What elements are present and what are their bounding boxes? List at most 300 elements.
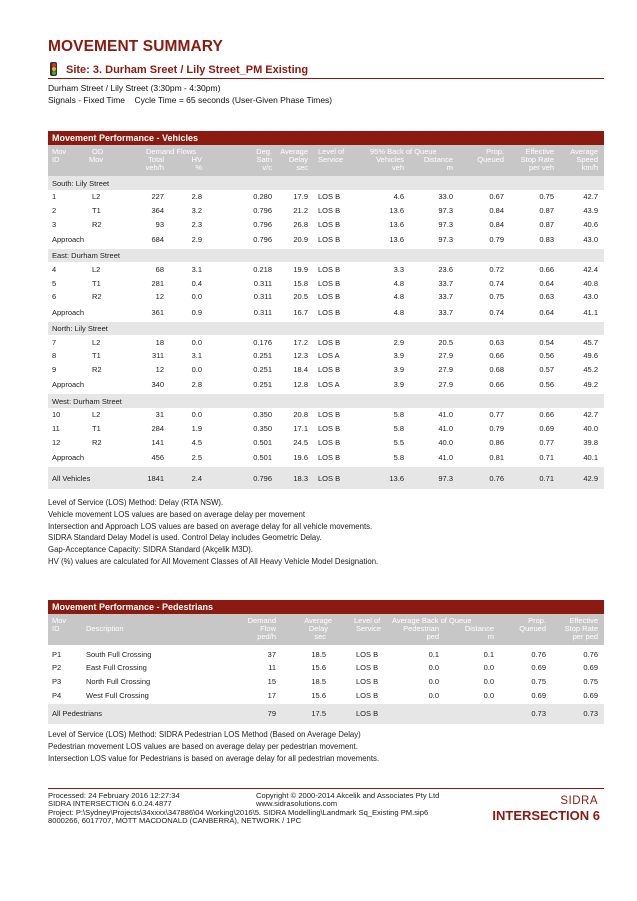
table-row <box>48 661 604 675</box>
queue-veh: 13.6 <box>389 474 404 483</box>
avg-delay: 20.5 <box>293 292 308 302</box>
prop-queued: 0.77 <box>489 410 504 420</box>
avg-delay: 17.9 <box>293 192 308 202</box>
queue-dist: 97.3 <box>438 219 453 229</box>
approach-row <box>48 449 604 467</box>
stop-rate: 0.64 <box>539 278 554 288</box>
deg-satn: 0.350 <box>253 424 272 434</box>
hv-pct: 3.2 <box>191 205 202 215</box>
stop-rate: 0.87 <box>539 219 554 229</box>
od-mov: L2 <box>92 264 101 274</box>
queue-veh: 3.9 <box>393 351 404 361</box>
avg-speed: 43.9 <box>583 205 598 215</box>
deg-satn: 0.501 <box>253 437 272 447</box>
stop-rate: 0.73 <box>583 708 598 718</box>
mov-id: 9 <box>52 365 57 375</box>
subtitle-signals: Signals - Fixed Time Cycle Time = 65 seconds (User-Given Phase Times) <box>48 95 333 105</box>
table-row <box>48 422 604 436</box>
los: LOS B <box>356 649 379 659</box>
hdr-deg: Deg. <box>256 147 272 156</box>
od-mov: T1 <box>92 205 101 215</box>
avg-delay: 18.5 <box>311 649 326 659</box>
ped-hdr-service: Service <box>356 624 382 633</box>
stop-rate: 0.69 <box>583 663 598 673</box>
stop-rate: 0.76 <box>583 649 598 659</box>
hv-pct: 2.4 <box>191 474 202 483</box>
table-row <box>48 408 604 422</box>
hdr-queued: Queued <box>477 155 504 164</box>
hv-pct: 0.0 <box>191 365 202 375</box>
los: LOS B <box>318 205 341 215</box>
queue-veh: 4.6 <box>393 192 404 202</box>
hdr-back-of-queue: 95% Back of Queue <box>370 147 437 156</box>
ped-hdr-sec: sec <box>314 632 326 641</box>
stop-rate: 0.83 <box>539 234 554 244</box>
queue-dist: 97.3 <box>438 234 453 244</box>
mov-id: 12 <box>52 437 61 447</box>
hdr-total: Total <box>148 155 164 164</box>
los: LOS A <box>318 380 340 390</box>
traffic-light-icon <box>50 62 57 76</box>
hv-pct: 2.8 <box>191 380 202 390</box>
queue-dist: 0.0 <box>483 690 494 700</box>
queue-veh: 5.5 <box>393 437 404 447</box>
vehicles-panel <box>48 131 604 489</box>
od-mov: L2 <box>92 337 101 347</box>
deg-satn: 0.796 <box>253 234 272 244</box>
hdr-demand-flows: Demand Flows <box>146 147 197 156</box>
ped-hdr-ped: ped <box>426 632 439 641</box>
mov-id: 7 <box>52 337 57 347</box>
table-row <box>48 262 604 276</box>
los: LOS B <box>318 192 341 202</box>
deg-satn: 0.251 <box>253 365 272 375</box>
avg-speed: 40.6 <box>583 219 598 229</box>
group-name: North: Lily Street <box>52 324 108 333</box>
avg-speed: 42.7 <box>583 410 598 420</box>
hv-pct: 3.1 <box>191 351 202 361</box>
hdr-stop-rate: Stop Rate <box>520 155 554 164</box>
ped-hdr-mov: Mov <box>52 616 67 625</box>
hdr-veh: veh <box>391 163 404 172</box>
hv-pct: 3.1 <box>191 264 202 274</box>
avg-speed: 43.0 <box>583 292 598 302</box>
table-row <box>48 674 604 688</box>
vehicles-table <box>48 176 604 489</box>
total-flow: 311 <box>152 351 164 361</box>
total-flow: 1841 <box>147 474 164 483</box>
hv-pct: 2.3 <box>191 219 202 229</box>
avg-speed: 49.2 <box>583 380 598 390</box>
approach-group-header <box>48 176 604 190</box>
queue-dist: 33.7 <box>438 278 453 288</box>
queue-dist: 97.3 <box>438 474 453 483</box>
los: LOS B <box>356 663 379 673</box>
od-mov: T1 <box>92 351 101 361</box>
queue-dist: 41.0 <box>438 453 453 462</box>
table-row <box>48 217 604 231</box>
avg-speed: 40.1 <box>583 453 598 462</box>
prop-queued: 0.74 <box>489 307 504 317</box>
mov-id: P2 <box>52 663 62 673</box>
pedestrian-notes <box>48 729 379 764</box>
los: LOS B <box>318 365 341 375</box>
queue-veh: 13.6 <box>389 234 404 244</box>
ped-hdr-description: Description <box>86 624 124 633</box>
queue-dist: 23.6 <box>438 264 453 274</box>
queue-dist: 33.0 <box>438 192 453 202</box>
site-title: Site: 3. Durham Sreet / Lily Street_PM Existing <box>66 64 309 76</box>
queue-dist: 0.1 <box>483 649 494 659</box>
queue-dist: 33.7 <box>438 292 453 302</box>
avg-speed: 41.1 <box>583 307 598 317</box>
ped-hdr-stop-rate: Stop Rate <box>564 624 598 633</box>
approach-group-header <box>48 322 604 336</box>
hdr-average: Average <box>280 147 308 156</box>
table-row <box>48 276 604 290</box>
note-line: Level of Service (LOS) Method: SIDRA Pedestrian LOS Method (Based on Average Delay) <box>48 730 361 739</box>
los: LOS B <box>356 690 379 700</box>
ped-hdr-id: ID <box>52 624 60 633</box>
los: LOS B <box>318 410 341 420</box>
total-flow: 456 <box>151 453 164 462</box>
demand-flow: 79 <box>267 708 276 718</box>
los: LOS B <box>356 676 379 686</box>
group-name: South: Lily Street <box>52 178 110 188</box>
total-label: All Vehicles <box>52 474 91 483</box>
od-mov: T1 <box>92 278 101 288</box>
prop-queued: 0.75 <box>531 676 546 686</box>
queue-dist: 0.0 <box>483 676 494 686</box>
ped-hdr-pedh: ped/h <box>257 632 276 641</box>
hdr-vehh: veh/h <box>145 163 164 172</box>
hdr-level-of: Level of <box>318 147 345 156</box>
prop-queued: 0.75 <box>489 292 504 302</box>
deg-satn: 0.311 <box>253 307 272 317</box>
note-line: Intersection and Approach LOS values are based on average delay for all vehicle movements. <box>48 521 373 531</box>
mov-id: P4 <box>52 690 62 700</box>
note-line: Gap-Acceptance Capacity: SIDRA Standard (Akçelik M3D). <box>48 545 253 555</box>
avg-delay: 16.7 <box>293 307 308 317</box>
ped-hdr-pedestrian: Pedestrian <box>403 624 439 633</box>
hdr-satn: Satn <box>256 155 272 164</box>
stop-rate: 0.69 <box>539 424 554 434</box>
table-row <box>48 688 604 702</box>
hdr-effective: Effective <box>525 147 554 156</box>
page-title: MOVEMENT SUMMARY <box>48 38 223 55</box>
queue-veh: 4.8 <box>393 278 404 288</box>
prop-queued: 0.84 <box>489 205 504 215</box>
prop-queued: 0.81 <box>489 453 504 462</box>
avg-delay: 24.5 <box>293 437 308 447</box>
stop-rate: 0.63 <box>539 292 554 302</box>
total-flow: 281 <box>151 278 164 288</box>
stop-rate: 0.54 <box>539 337 554 347</box>
queue-veh: 3.9 <box>393 365 404 375</box>
demand-flow: 37 <box>267 649 276 659</box>
total-label: All Pedestrians <box>52 708 103 718</box>
total-flow: 31 <box>155 410 164 420</box>
footer-copyright: Copyright © 2000-2014 Akcelik and Associates Pty Ltd <box>256 791 440 800</box>
mov-id: 6 <box>52 292 57 302</box>
deg-satn: 0.176 <box>253 337 272 347</box>
hdr-id: ID <box>52 155 60 164</box>
avg-delay: 20.8 <box>293 410 308 420</box>
los: LOS B <box>318 437 341 447</box>
ped-hdr-back-of-queue: Average Back of Queue <box>392 616 472 625</box>
ped-hdr-demand: Demand <box>247 616 276 625</box>
queue-ped: 0.0 <box>428 663 439 673</box>
los: LOS B <box>356 708 379 718</box>
los: LOS B <box>318 337 341 347</box>
queue-dist: 40.0 <box>438 437 453 447</box>
avg-speed: 45.2 <box>583 365 598 375</box>
od-mov: L2 <box>92 192 101 202</box>
footer <box>48 788 604 826</box>
avg-speed: 43.0 <box>583 234 598 244</box>
deg-satn: 0.796 <box>253 219 272 229</box>
approach-label: Approach <box>52 307 85 317</box>
queue-dist: 20.5 <box>438 337 453 347</box>
table-row <box>48 190 604 204</box>
hdr-kmh: km/h <box>581 163 598 172</box>
od-mov: R2 <box>92 437 102 447</box>
queue-veh: 3.9 <box>393 380 404 390</box>
avg-delay: 15.6 <box>311 663 326 673</box>
avg-speed: 45.7 <box>583 337 598 347</box>
total-flow: 340 <box>151 380 164 390</box>
hdr-pct: % <box>195 163 202 172</box>
od-mov: L2 <box>92 410 101 420</box>
table-row <box>48 203 604 217</box>
footer-licence: 8000266, 6017707, MOTT MACDONALD (CANBERRA), NETWORK / 1PC <box>48 816 302 826</box>
approach-label: Approach <box>52 453 85 462</box>
od-mov: T1 <box>92 424 101 434</box>
mov-id: 8 <box>52 351 57 361</box>
queue-ped: 0.0 <box>428 676 439 686</box>
approach-label: Approach <box>52 234 85 244</box>
hdr-service: Service <box>318 155 344 164</box>
los: LOS B <box>318 292 341 302</box>
note-line: HV (%) values are calculated for All Movement Classes of All Heavy Vehicle Model Designation. <box>48 556 379 566</box>
note-line: Pedestrian movement LOS values are based on average delay per pedestrian movement. <box>48 741 358 751</box>
stop-rate: 0.71 <box>539 474 554 483</box>
pedestrians-panel <box>48 600 604 724</box>
note-line: Vehicle movement LOS values are based on average delay per movement <box>48 509 306 519</box>
ped-hdr-distance: Distance <box>464 624 494 633</box>
table-row <box>48 363 604 377</box>
deg-satn: 0.796 <box>253 474 272 483</box>
stop-rate: 0.69 <box>583 690 598 700</box>
footer-project: Project: P:\Sydney\Projects\34xxxx\347886\04 Working\2016\5. SIDRA Modelling\Landmark Sq_Existing PM.sip6 <box>48 807 429 817</box>
group-name: West: Durham Street <box>52 396 122 406</box>
ped-hdr-per-ped: per ped <box>572 632 598 641</box>
prop-queued: 0.73 <box>531 708 546 718</box>
footer-version: SIDRA INTERSECTION 6.0.24.4877 <box>48 799 172 809</box>
queue-veh: 13.6 <box>389 219 404 229</box>
los: LOS B <box>318 453 341 462</box>
total-flow: 68 <box>155 264 164 274</box>
total-flow: 227 <box>151 192 164 202</box>
total-flow: 284 <box>151 424 164 434</box>
od-mov: R2 <box>92 219 102 229</box>
avg-delay: 15.6 <box>311 690 326 700</box>
note-line: Level of Service (LOS) Method: Delay (RTA NSW). <box>48 498 224 507</box>
stop-rate: 0.75 <box>539 192 554 202</box>
all-pedestrians-row <box>48 704 604 724</box>
avg-speed: 40.8 <box>583 278 598 288</box>
deg-satn: 0.218 <box>253 264 272 274</box>
footer-processed: Processed: 24 February 2016 12:27:34 <box>48 791 180 800</box>
table-row <box>48 647 604 661</box>
total-flow: 361 <box>151 307 164 317</box>
hv-pct: 0.0 <box>191 337 202 347</box>
prop-queued: 0.68 <box>489 365 504 375</box>
hdr-distance: Distance <box>423 155 453 164</box>
los: LOS A <box>318 351 340 361</box>
stop-rate: 0.57 <box>539 365 554 375</box>
avg-delay: 21.2 <box>293 205 308 215</box>
stop-rate: 0.56 <box>539 351 554 361</box>
mov-id: 11 <box>52 424 60 434</box>
avg-delay: 18.4 <box>293 365 308 375</box>
avg-delay: 20.9 <box>293 234 308 244</box>
avg-delay: 17.2 <box>293 337 308 347</box>
ped-hdr-effective: Effective <box>569 616 598 625</box>
hdr-per-veh: per veh <box>528 163 554 172</box>
hv-pct: 2.5 <box>191 453 202 462</box>
hv-pct: 0.9 <box>191 307 202 317</box>
table-row <box>48 335 604 349</box>
ped-hdr-queued: Queued <box>519 624 546 633</box>
od-mov: R2 <box>92 292 102 302</box>
vehicle-notes <box>48 497 378 568</box>
table-row <box>48 290 604 304</box>
site-header <box>48 62 604 79</box>
stop-rate: 0.75 <box>583 676 598 686</box>
approach-label: Approach <box>52 380 85 390</box>
hv-pct: 2.9 <box>191 234 202 244</box>
prop-queued: 0.74 <box>489 278 504 288</box>
group-name: East: Durham Street <box>52 251 120 261</box>
total-flow: 141 <box>151 437 164 447</box>
avg-delay: 12.8 <box>293 380 308 390</box>
queue-dist: 41.0 <box>438 410 453 420</box>
subtitle-time: Durham Street / Lily Street (3:30pm - 4:30pm) <box>48 83 221 93</box>
total-flow: 684 <box>151 234 164 244</box>
footer-middle <box>256 792 439 809</box>
od-mov: R2 <box>92 365 102 375</box>
prop-queued: 0.69 <box>531 690 546 700</box>
total-flow: 364 <box>151 205 164 215</box>
los: LOS B <box>318 307 341 317</box>
queue-dist: 27.9 <box>438 380 453 390</box>
approach-row <box>48 376 604 394</box>
hdr-vehicles: Vehicles <box>376 155 404 164</box>
deg-satn: 0.350 <box>253 410 272 420</box>
prop-queued: 0.63 <box>489 337 504 347</box>
avg-delay: 18.5 <box>311 676 326 686</box>
queue-ped: 0.0 <box>428 690 439 700</box>
queue-dist: 0.0 <box>483 663 494 673</box>
los: LOS B <box>318 234 341 244</box>
hdr-prop: Prop. <box>486 147 504 156</box>
pedestrians-table <box>48 647 604 724</box>
avg-delay: 17.1 <box>293 424 308 434</box>
all-vehicles-row <box>48 467 604 489</box>
hv-pct: 0.0 <box>191 410 202 420</box>
deg-satn: 0.796 <box>253 205 272 215</box>
avg-speed: 40.0 <box>583 424 598 434</box>
los: LOS B <box>318 474 341 483</box>
total-flow: 12 <box>155 292 164 302</box>
hdr-sec: sec <box>296 163 308 172</box>
pedestrians-panel-title: Movement Performance - Pedestrians <box>48 600 604 614</box>
deg-satn: 0.251 <box>253 380 272 390</box>
hdr-hv: HV <box>191 155 202 164</box>
stop-rate: 0.66 <box>539 410 554 420</box>
queue-veh: 2.9 <box>393 337 404 347</box>
stop-rate: 0.56 <box>539 380 554 390</box>
queue-veh: 5.8 <box>393 424 404 434</box>
ped-hdr-average: Average <box>304 616 332 625</box>
sidra-logo-top: SIDRA <box>560 795 598 807</box>
hv-pct: 0.0 <box>191 292 202 302</box>
hdr-m: m <box>446 163 453 172</box>
ped-hdr-prop: Prop. <box>528 616 546 625</box>
total-flow: 18 <box>155 337 164 347</box>
avg-speed: 42.4 <box>583 264 598 274</box>
avg-speed: 42.7 <box>583 192 598 202</box>
deg-satn: 0.280 <box>253 192 272 202</box>
hdr-average2: Average <box>570 147 598 156</box>
stop-rate: 0.77 <box>539 437 554 447</box>
note-line: Intersection LOS value for Pedestrians is based on average delay for all pedestrian movements. <box>48 753 380 763</box>
prop-queued: 0.76 <box>489 474 504 483</box>
approach-group-header <box>48 394 604 408</box>
hdr-vc: v/c <box>262 163 272 172</box>
prop-queued: 0.72 <box>489 264 504 274</box>
avg-delay: 26.8 <box>293 219 308 229</box>
hdr-mov2: Mov <box>89 155 104 164</box>
avg-delay: 18.3 <box>293 474 308 483</box>
ped-hdr-flow: Flow <box>260 624 276 633</box>
prop-queued: 0.76 <box>531 649 546 659</box>
note-line: SIDRA Standard Delay Model is used. Control Delay includes Geometric Delay. <box>48 533 322 543</box>
deg-satn: 0.311 <box>253 292 272 302</box>
queue-veh: 4.8 <box>393 292 404 302</box>
prop-queued: 0.86 <box>489 437 504 447</box>
prop-queued: 0.84 <box>489 219 504 229</box>
queue-dist: 97.3 <box>438 205 453 215</box>
ped-hdr-level-of: Level of <box>354 616 381 625</box>
queue-ped: 0.1 <box>428 649 439 659</box>
demand-flow: 11 <box>268 663 276 673</box>
hdr-speed: Speed <box>576 155 598 164</box>
prop-queued: 0.79 <box>489 424 504 434</box>
hv-pct: 2.8 <box>191 192 202 202</box>
queue-veh: 4.8 <box>393 307 404 317</box>
total-flow: 93 <box>155 219 164 229</box>
approach-group-header <box>48 249 604 263</box>
queue-veh: 5.8 <box>393 410 404 420</box>
approach-row <box>48 304 604 322</box>
mov-id: 5 <box>52 278 57 288</box>
hv-pct: 1.9 <box>191 424 202 434</box>
avg-delay: 12.3 <box>293 351 308 361</box>
stop-rate: 0.71 <box>539 453 554 462</box>
prop-queued: 0.66 <box>489 380 504 390</box>
